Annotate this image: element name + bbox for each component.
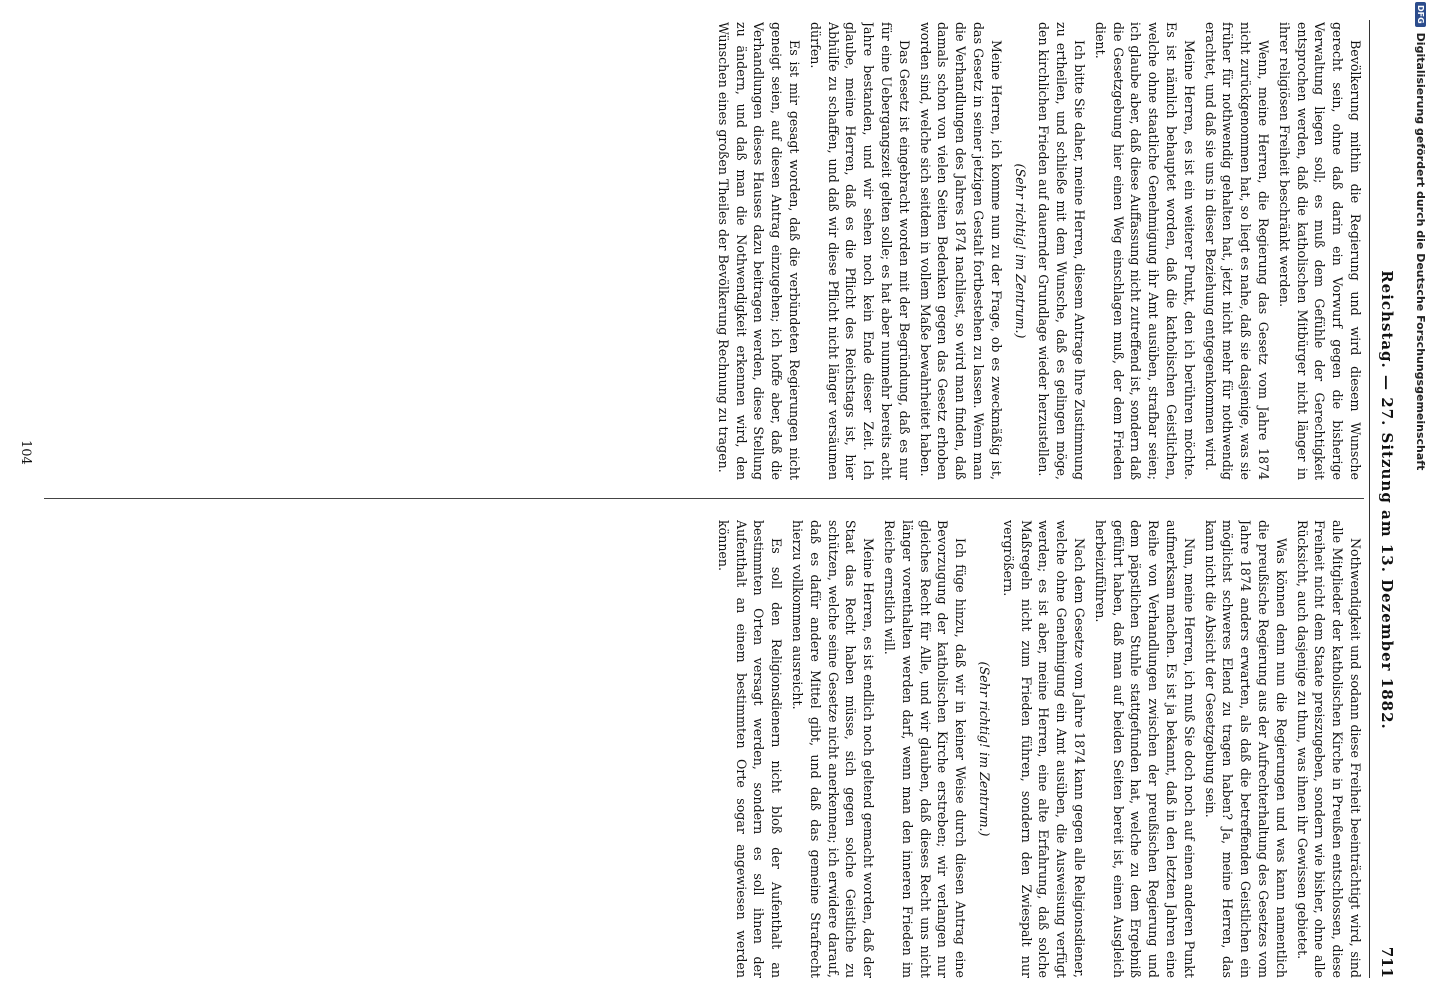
paragraph: Es ist mir gesagt worden, daß die verbündeten Regierungen nicht geneigt seien, auf diesen Antrag einzugehen; ich hoffe aber, daß die Verhandlungen dieses Hauses dazu beitragen werden, diese Stellung zu ändern, und daß man die Nothwendigkeit erkennen wird, den Wünschen eines großen Theiles der Bevölkerung Rechnung zu tragen. (715, 22, 803, 480)
paragraph: Meine Herren, es ist ein weiterer Punkt, den ich berühren möchte. Es ist nämlich behauptet worden, daß die katholischen Geistlichen, welche ohne staatliche Genehmigung ihr Amt ausüben, strafbar seien; ich glaube aber, daß diese Auffassung nicht zutreffend ist, sondern daß die Gesetzgebung hier einen Weg einschlagen muß, der dem Frieden dient. (1092, 22, 1197, 480)
paragraph: Nun, meine Herren, ich muß Sie doch noch auf einen anderen Punkt aufmerksam machen. Es ist ja bekannt, daß in den letzten Jahren eine Reihe von Verhandlungen zwischen der preußischen Regierung und dem päpstlichen Stuhle stattgefunden hat, welche zu dem Ergebniß geführt haben, daß man auf beiden Seiten bereit ist, einen Ausgleich herbeizuführen. (1092, 520, 1197, 978)
paragraph: Wenn, meine Herren, die Regierung das Gesetz vom Jahre 1874 nicht zurückgenommen hat, so liegt es nahe, daß sie dasjenige, was sie früher für nothwendig gehalten hat, jetzt nicht mehr für nothwendig erachtet, und daß sie uns in dieser Beziehung entgegenkommen wird. (1202, 22, 1272, 480)
page-number: 711 (1378, 946, 1396, 978)
left-column (44, 22, 1364, 480)
column-divider (44, 498, 1364, 499)
signature-mark: 104 (18, 440, 33, 465)
paragraph: Bevölkerung mithin die Regierung und wird diesem Wunsche gerecht sein, ohne daß darin ein Vorwurf gegen die bisherige Verwaltung liegen soll; es muß dem Gefühle der Gerechtigkeit entsprochen werden, daß die katholischen Mitbürger nicht länger in ihrer religiösen Freiheit beschränkt werden. (1276, 22, 1363, 480)
paragraph: Ich bitte Sie daher, meine Herren, diesem Antrage Ihre Zustimmung zu ertheilen, und schließe mit dem Wunsche, daß es gelingen möge, den kirchlichen Frieden auf dauernder Grundlage wieder herzustellen. (1036, 22, 1088, 480)
dfg-logo: DFG (1416, 2, 1427, 27)
digitization-note (1410, 0, 1432, 1000)
paragraph: Das Gesetz ist eingebracht worden mit der Begründung, daß es nur für eine Uebergangszeit gelten solle; es hat aber nunmehr bereits acht Jahre bestanden, und wir sehen noch kein Ende dieser Zeit. Ich glaube, meine Herren, daß es die Pflicht des Reichstags ist, hier Abhülfe zu schaffen, und daß wir diese Pflicht nicht länger versäumen dürfen. (807, 22, 912, 480)
paragraph: Nothwendigkeit und sodann diese Freiheit beeinträchtigt wird, sind alle Mitglieder der katholischen Kirche in Preußen entschlossen, diese Freiheit nicht dem Staate preiszugeben, sondern wie bisher, ohne alle Rücksicht, auch dasjenige zu thun, was ihnen ihr Gewissen gebietet. (1294, 520, 1363, 978)
page-header: Reichstag. — 27. Sitzung am 13. Dezember 1882. (1378, 270, 1396, 730)
paragraph: Was können denn nun die Regierungen und was kann namentlich die preußische Regierung aus der Aufrechterhaltung des Gesetzes vom Jahre 1874 anders erwarten, als daß die betreffenden Geistlichen ein möglichst schweres Elend zu tragen haben? Ja, meine Herren, das kann nicht die Absicht der Gesetzgebung sein. (1202, 520, 1289, 978)
paragraph: (Sehr richtig! im Zentrum.) (1012, 163, 1028, 339)
paragraph: Nach dem Gesetze vom Jahre 1874 kann gegen alle Religionsdiener, welche ohne Genehmigung ein Amt ausüben, die Ausweisung verfügt werden; es ist aber, meine Herren, eine alte Erfahrung, daß solche Maßregeln nicht zum Frieden führen, sondern den Zwiespalt nur vergrößern. (1000, 520, 1088, 978)
digitization-text: Digitalisierung gefördert durch die Deutsche Forschungsgemeinschaft (1414, 32, 1428, 471)
right-column (44, 520, 1364, 978)
header-rule (1369, 20, 1370, 978)
paragraph: Meine Herren, es ist endlich noch geltend gemacht worden, daß der Staat das Recht haben müsse, sich gegen solche Geistliche zu schützen, welche seine Gesetze nicht anerkennen; ich erwidere darauf, daß es dafür andere Mittel gibt, und daß das gemeine Strafrecht hierzu vollkommen ausreicht. (790, 520, 877, 978)
paragraph: (Sehr richtig! im Zentrum.) (977, 661, 993, 837)
paragraph: Ich füge hinzu, daß wir in keiner Weise durch diesen Antrag eine Bevorzugung der katholischen Kirche erstreben; wir verlangen nur gleiches Recht für Alle, und wir glauben, daß dieses Recht uns nicht länger vorenthalten werden darf, wenn man den inneren Frieden im Reiche ernstlich will. (882, 520, 969, 978)
paragraph: Meine Herren, ich komme nun zu der Frage, ob es zweckmäßig ist, das Gesetz in seiner jetzigen Gestalt fortbestehen zu lassen. Wenn man die Verhandlungen des Jahres 1874 nachliest, so wird man finden, daß damals schon von vielen Seiten Bedenken gegen das Gesetz erhoben worden sind, welche sich seitdem in vollem Maße bewahrheitet haben. (917, 22, 1004, 480)
paragraph: Es soll den Religionsdienern nicht bloß der Aufenthalt an bestimmten Orten versagt werden, sondern es soll ihnen der Aufenthalt an einem bestimmten Orte sogar angewiesen werden können. (715, 520, 785, 978)
